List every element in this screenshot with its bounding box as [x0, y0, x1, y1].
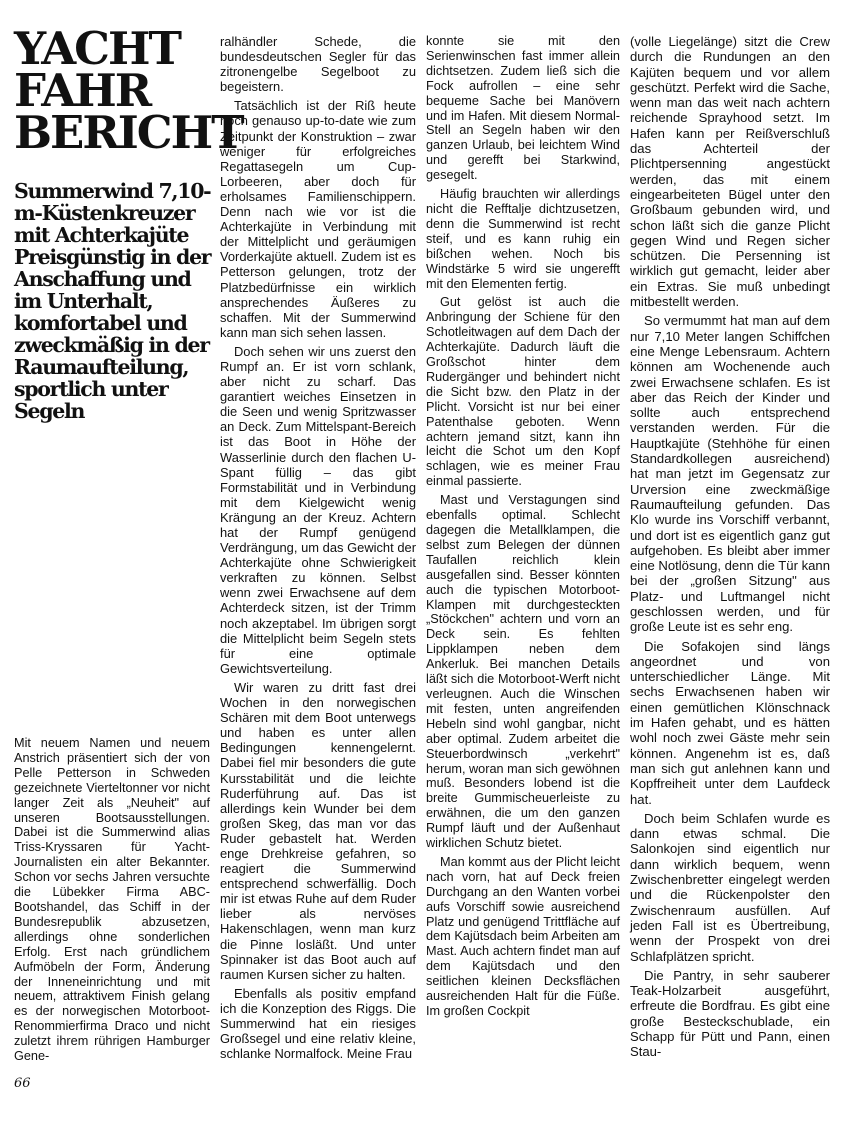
paragraph: Doch sehen wir uns zuerst den Rumpf an. Er ist vorn schlank, aber nicht zu scharf. Das garantiert weiches Einsetzen in die Seen und wenig Spritzwasser an Deck. Zum Mittelspant-Bereich ist das Boot in Höhe der Wasserlinie durch den flachen U-Spant füllig – das gibt Formstabilität und in Verbindung mit dem Kielgewicht wenig Krängung an der Kreuz. Achtern hat der Rumpf genügend Verdrängung, um das Gewicht der Achterkajüte ohne Schwierigkeit verkraften zu können. Selbst wenn zwei Erwachsene auf dem Achterdeck sitzen, ist der Trimm noch akzeptabel. Im übrigen sorgt die Mittelplicht beim Segeln stets für eine optimale Gewichtsverteilung.	[220, 343, 416, 676]
title-line: YACHT	[14, 22, 180, 75]
paragraph: ralhändler Schede, die bundesdeutschen Segler für das zitronengelbe Segelboot zu begeistern.	[220, 34, 416, 95]
paragraph: Die Sofakojen sind längs angeordnet und von unterschiedlicher Länge. Mit sechs Erwachsenen haben wir einen gemütlichen Klönschnack im Hafen gehabt, und es hätten wohl noch zwei Gäste mehr sein können. Angenehm ist es, daß man sich gut anlehnen kann und Kopffreiheit unter dem Laufdeck hat.	[630, 638, 830, 807]
paragraph: Man kommt aus der Plicht leicht nach vorn, hat auf Deck freien Durchgang an den Wanten vorbei aufs Vorschiff sowie ausreichend Platz und genügend Trittfläche auf dem Kajütsdach beim Arbeiten am Mast. Auch achtern findet man auf dem Kajütsdach und den seitlichen kleinen Decksflächen ausreichenden Halt für die Füße. Im großen Cockpit	[426, 854, 620, 1018]
paragraph: Wir waren zu dritt fast drei Wochen in den norwegischen Schären mit dem Boot unterwegs und haben es unter allen Bedingungen kennengelernt. Dabei fiel mir besonders die gute Kursstabilität und die leichte Ruderführung auf. Das ist allerdings kein Wunder bei dem großen Skeg, das man vor das Ruder gebastelt hat. Werden enge Drehkreise gefahren, so reagiert die Summerwind entsprechend schwerfällig. Doch mir ist etwas Ruhe auf dem Ruder lieber als nervöses Hakenschlagen, wenn man kurz die Pinne losläßt. Und unter Spinnaker ist das Boot auch auf raumen Kursen sicher zu halten.	[220, 679, 416, 982]
paragraph: Doch beim Schlafen wurde es dann etwas schmal. Die Salonkojen sind eigentlich nur dann wirklich bequem, wenn Zwischenbretter eingelegt werden und die Rückenpolster den Zwischenraum ausfüllen. Auf jeden Fall ist es Übertreibung, wenn der Prospekt von drei Schlafplätzen spricht.	[630, 810, 830, 964]
article-subtitle: Summerwind 7,10-m-Küstenkreuzer mit Achterkajüte Preisgünstig in der Anschaffung und im Unterhalt, komfortabel und zweckmäßig in der Raumaufteilung, sportlich unter Segeln	[14, 179, 211, 423]
paragraph: Mast und Verstagungen sind ebenfalls optimal. Schlecht dagegen die Metallklampen, die selbst zum Belegen der dünnen Taufallen reichlich klein ausgefallen sind. Besser könnten auch die typischen Motorboot-Klampen mit durchgesteckten „Stöckchen" achtern und vorn an Deck sein. Es fehlten Lippklampen neben dem Ankerluk. Bei manchen Details läßt sich die Motorboot-Werft nicht verleugnen. Auch die Winschen mit festen, unten angreifenden Hebeln sind wohl gangbar, nicht aber optimal. Zudem arbeitet die Steuerbordwinsch „verkehrt" herum, woran man sich gewöhnen muß. Besonders lobend ist die breite Gummischeuerleiste zu erwähnen, die um den ganzen Rumpf läuft und der Außenhaut wirklichen Schutz bietet.	[426, 493, 620, 851]
page-number: 66	[14, 1076, 31, 1091]
text-column-2	[220, 34, 416, 1065]
title-line: FAHR	[14, 64, 151, 117]
paragraph: Häufig brauchten wir allerdings nicht die Refftalje dichtzusetzen, denn die Summerwind ist recht steif, und es kann ruhig ein bißchen wehen. Noch bis Windstärke 5 wird sie ungerefft mit den Elementen fertig.	[426, 187, 620, 291]
paragraph: So vermummt hat man auf dem nur 7,10 Meter langen Schiffchen eine Menge Lebensraum. Achtern können am Wochenende auch zwei Erwachsene schlafen. Es ist aber das Reich der Kinder und sollte auch entsprechend verstanden werden. Für die Hauptkajüte (Stehhöhe für einen Standardkollegen ausreichend) hat man jetzt im Gegensatz zur Urversion eine zweckmäßige Raumaufteilung gefunden. Das Klo wurde ins Vorschiff verbannt, und dort ist es eigentlich ganz gut aufgehoben. Es bleibt aber immer eine Notlösung, denn die Tür kann bei der „großen Sitzung" aus Platz- und Luftmangel nicht geschlossen werden, und für große Leute ist es sehr eng.	[630, 313, 830, 635]
text-column-1	[14, 736, 210, 1068]
paragraph: (volle Liegelänge) sitzt die Crew durch die Rundungen an den Kajüten bequem und vor allem geschützt. Perfekt wird die Sache, wenn man das weit nach achtern reichende Sprayhood setzt. Im Hafen kann per Reißverschluß das Achterteil der Plichtpersenning angestückt werden, das mit einem eingearbeiteten Bügel unter den Großbaum gebunden wird, und schon läßt sich die ganze Plicht gegen Wind und Regen sicher schützen. Die Persenning ist wirklich gut gemacht, leider aber ein Extras. Sie muß unbedingt mitbestellt werden.	[630, 34, 830, 310]
paragraph: Tatsächlich ist der Riß heute noch genauso up-to-date wie zum Zeitpunkt der Konstruktion – zwar weniger für erfolgreiches Regattasegeln um Cup-Lorbeeren, aber doch für erholsames Familienschippern. Denn nach wie vor ist die Achterkajüte in Verbindung mit der Mittelplicht und geräumigen Vorderkajüte aktuell. Zudem ist es Petterson gelungen, trotz der Platzbedürfnisse ein wirklich ansprechendes Äußeres zu schaffen. Mit der Summerwind kann man sich sehen lassen.	[220, 98, 416, 340]
paragraph: Gut gelöst ist auch die Anbringung der Schiene für den Schotleitwagen auf dem Dach der Achterkajüte. Dadurch läuft die Großschot hinter dem Rudergänger und behindert nicht die Sicht bzw. den Platz in der Plicht. Vorsicht ist nur bei einer Patenthalse geboten. Wenn achtern jemand sitzt, kann ihn leicht die Schot um den Kopf schlagen, wie es meiner Frau einmal passierte.	[426, 295, 620, 489]
paragraph: Ebenfalls als positiv empfand ich die Konzeption des Riggs. Die Summerwind hat ein riesiges Großsegel und eine relativ kleine, schlanke Normalfock. Meine Frau	[220, 985, 416, 1062]
title-line: BERICHT	[14, 106, 243, 159]
paragraph: Die Pantry, in sehr sauberer Teak-Holzarbeit ausgeführt, erfreute die Bordfrau. Es gibt eine große Besteckschublade, ein Schapp für Pütt und Pann, einen Stau-	[630, 967, 830, 1060]
paragraph: Mit neuem Namen und neuem Anstrich präsentiert sich der von Pelle Petterson in Schweden gezeichnete Vierteltonner vor nicht langer Zeit als „Neuheit" auf unseren Bootsausstellungen. Dabei ist die Summerwind alias Triss-Kryssaren für Yacht-Journalisten ein alter Bekannter. Schon vor sechs Jahren versuchte die Lübekker Firma ABC-Bootshandel, das Schiff in der Bundesrepublik abzusetzen, allerdings ohne sonderlichen Erfolg. Erst nach gründlichem Aufmöbeln der Form, Änderung der Inneneinrichtung und mit neuem, attraktivem Finish gelang es der norwegischen Motorboot-Renommierfirma Draco und nicht zuletzt ihrem rührigen Hamburger Gene-	[14, 736, 210, 1064]
text-column-4	[630, 34, 830, 1064]
article-title	[14, 22, 243, 159]
paragraph: konnte sie mit den Serienwinschen fast immer allein dichtsetzen. Zudem ließ sich die Fock aufrollen – eine sehr bequeme Sache bei Manövern und im Hafen. Mit diesem Normal-Stell an Segeln haben wir den ganzen Urlaub, bei leichtem Wind und gerefft bei Starkwind, gesegelt.	[426, 34, 620, 183]
text-column-3	[426, 34, 620, 1023]
